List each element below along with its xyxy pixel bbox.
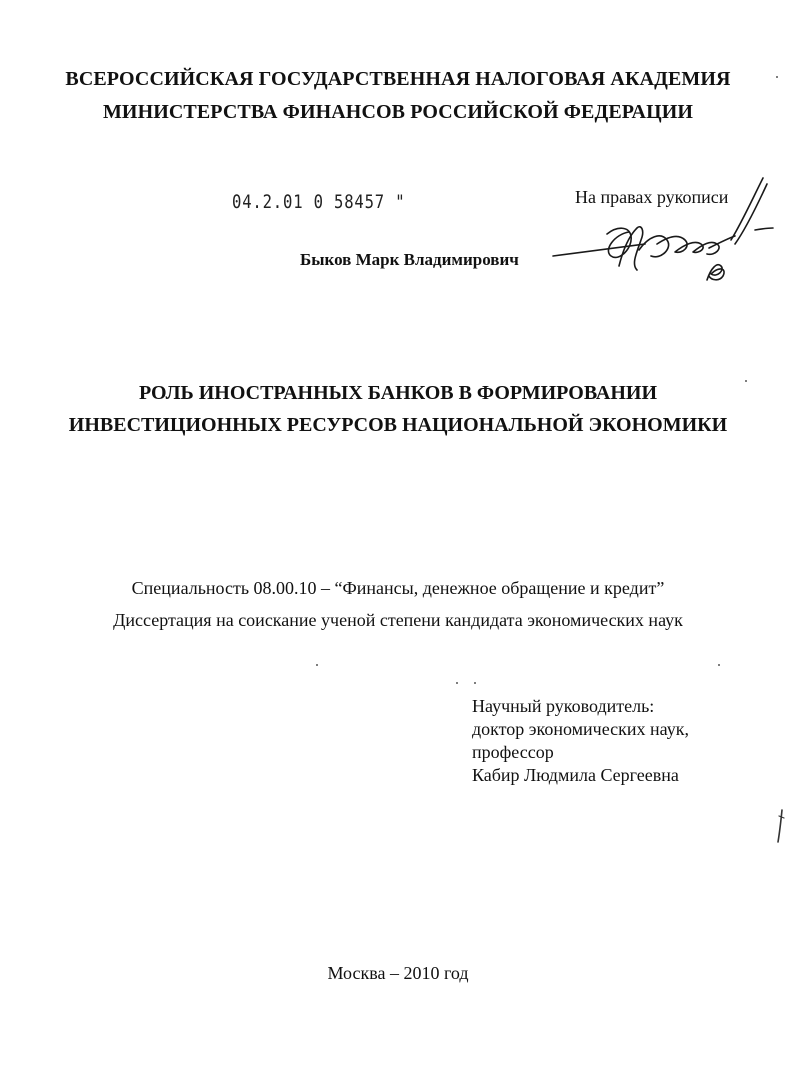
scan-speck bbox=[718, 664, 720, 666]
scan-speck bbox=[745, 380, 747, 382]
stamp-number: 04.2.01 0 58457 " bbox=[232, 191, 406, 213]
supervisor-name: Кабир Людмила Сергеевна bbox=[472, 765, 679, 785]
place-year: Москва – 2010 год bbox=[327, 963, 469, 983]
author-name: Быков Марк Владимирович bbox=[300, 250, 519, 269]
scan-edge-mark bbox=[774, 806, 786, 846]
scan-speck bbox=[474, 682, 476, 684]
scan-speck bbox=[776, 76, 778, 78]
title-line-2: ИНВЕСТИЦИОННЫХ РЕСУРСОВ НАЦИОНАЛЬНОЙ ЭКОНОМИКИ bbox=[68, 414, 728, 436]
supervisor-heading: Научный руководитель: bbox=[472, 696, 655, 716]
scan-speck bbox=[316, 664, 318, 666]
scan-speck bbox=[456, 682, 458, 684]
dissertation-type-line: Диссертация на соискание ученой степени кандидата экономических наук bbox=[113, 610, 683, 630]
institution-line-1: ВСЕРОССИЙСКАЯ ГОСУДАРСТВЕННАЯ НАЛОГОВАЯ АКАДЕМИЯ bbox=[65, 68, 731, 90]
author-signature bbox=[545, 170, 785, 290]
manuscript-note: На правах рукописи bbox=[575, 187, 729, 207]
institution-line-2: МИНИСТЕРСТВА ФИНАНСОВ РОССИЙСКОЙ ФЕДЕРАЦИИ bbox=[102, 101, 694, 123]
supervisor-rank: профессор bbox=[472, 742, 554, 762]
specialty-line: Специальность 08.00.10 – “Финансы, денежное обращение и кредит” bbox=[131, 578, 665, 598]
title-line-1: РОЛЬ ИНОСТРАННЫХ БАНКОВ В ФОРМИРОВАНИИ bbox=[138, 382, 658, 404]
supervisor-block bbox=[472, 695, 689, 787]
supervisor-degree: доктор экономических наук, bbox=[472, 719, 689, 739]
